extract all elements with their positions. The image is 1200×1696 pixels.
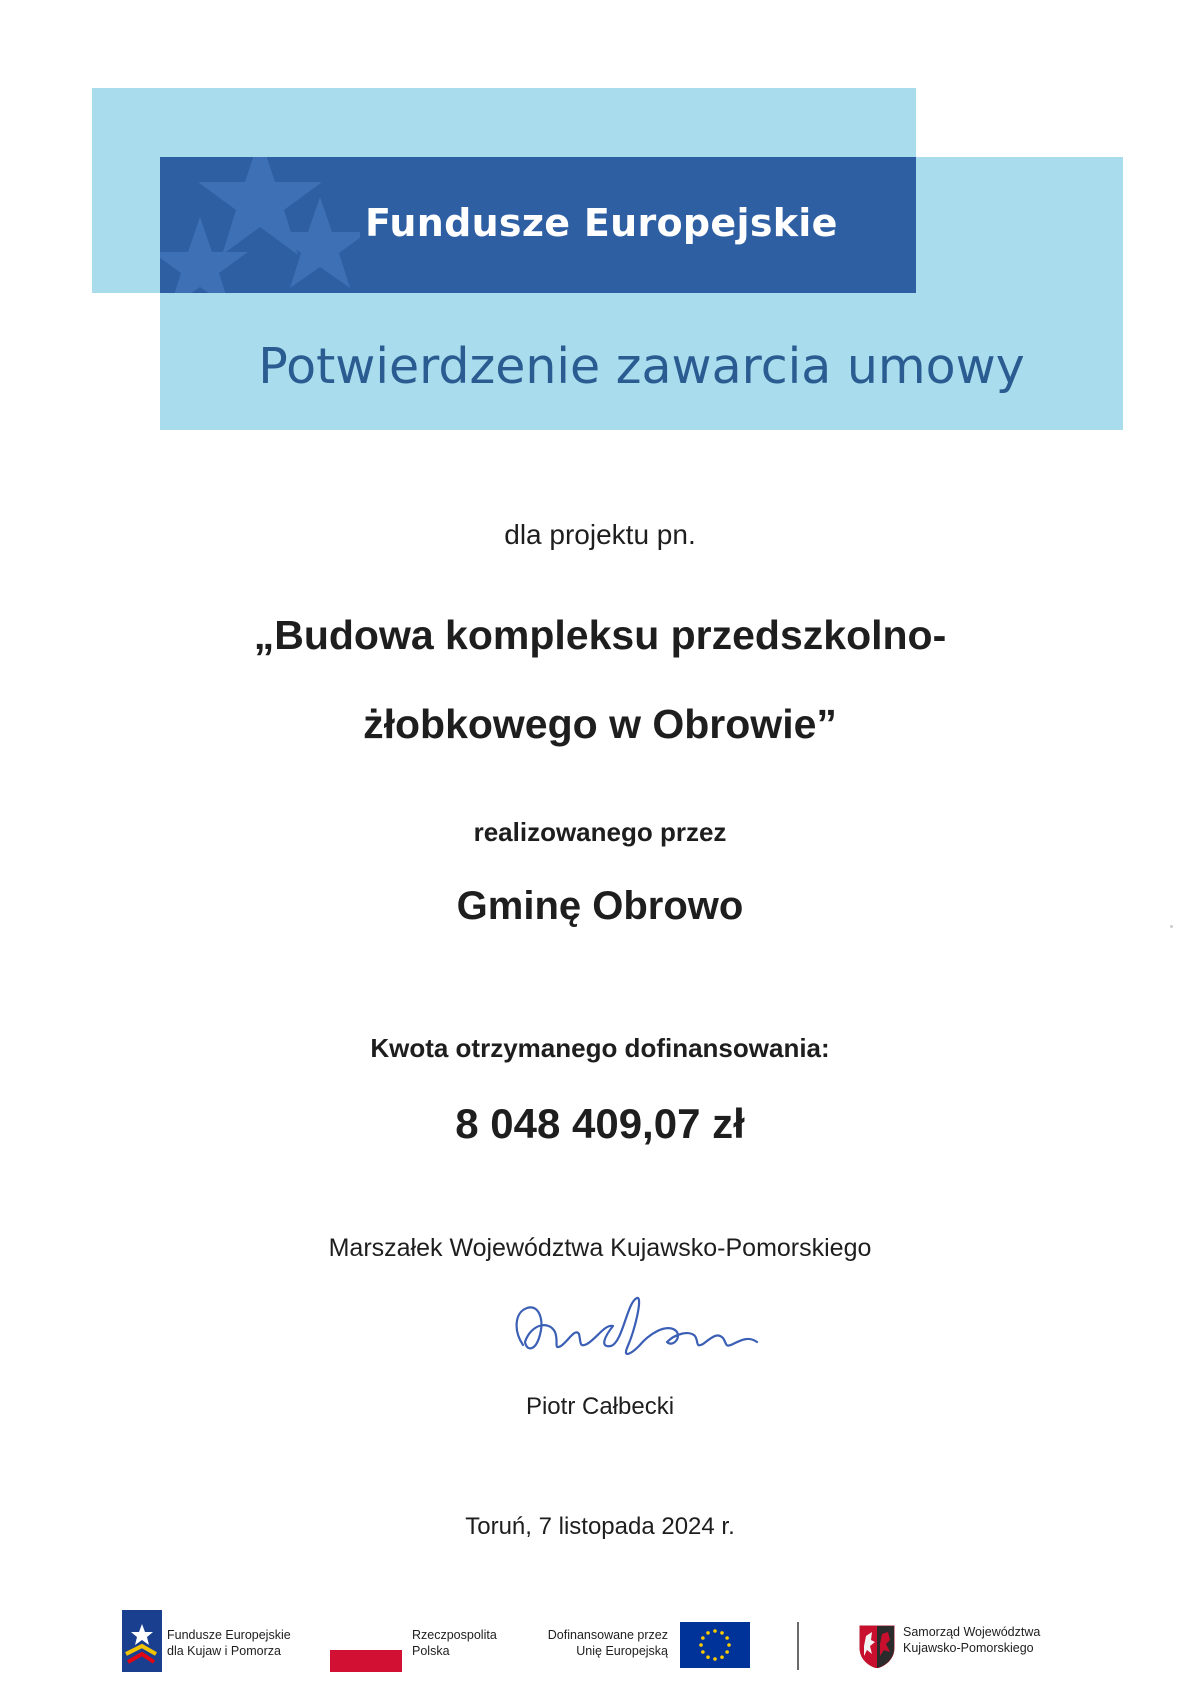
eu-star-icon bbox=[725, 1650, 729, 1654]
eu-star-icon bbox=[713, 1657, 717, 1661]
beneficiary-name: Gminę Obrowo bbox=[456, 884, 744, 928]
realized-by-label: realizowanego przez bbox=[473, 817, 727, 847]
signatory-role: Marszałek Województwa Kujawsko-Pomorskiego bbox=[328, 1234, 872, 1262]
eu-funding-label bbox=[520, 1627, 668, 1659]
kujawsko-pomorskie-crest-icon bbox=[858, 1622, 896, 1668]
handwritten-signature bbox=[505, 1290, 785, 1370]
eu-star-icon bbox=[720, 1631, 724, 1635]
eu-line-1: Dofinansowane przez bbox=[547, 1628, 668, 1642]
signatory-name: Piotr Całbecki bbox=[525, 1393, 675, 1420]
project-intro: dla projektu pn. bbox=[504, 519, 696, 550]
swk-line-1: Samorząd Województwa bbox=[903, 1625, 1041, 1639]
rp-label bbox=[412, 1627, 497, 1659]
eu-star-icon bbox=[720, 1655, 724, 1659]
amount-label: Kwota otrzymanego dofinansowania: bbox=[370, 1033, 830, 1063]
eu-star-icon bbox=[701, 1650, 705, 1654]
project-name-line-1: „Budowa kompleksu przedszkolno- bbox=[253, 612, 947, 658]
eu-star-icon bbox=[713, 1629, 717, 1633]
fe-logo-icon bbox=[122, 1610, 162, 1672]
eu-star-icon bbox=[706, 1631, 710, 1635]
eu-star-icon bbox=[699, 1643, 703, 1647]
scan-speck bbox=[1170, 925, 1173, 928]
footer-divider bbox=[797, 1622, 799, 1670]
eu-line-2: Unię Europejską bbox=[576, 1644, 668, 1658]
swk-line-2: Kujawsko-Pomorskiego bbox=[903, 1641, 1034, 1655]
funding-amount: 8 048 409,07 zł bbox=[455, 1100, 745, 1147]
rp-line-2: Polska bbox=[412, 1644, 450, 1658]
rp-line-1: Rzeczpospolita bbox=[412, 1628, 497, 1642]
eu-stars-decoration-icon bbox=[160, 157, 360, 293]
eu-flag-icon bbox=[680, 1622, 750, 1668]
eu-star-icon bbox=[706, 1655, 710, 1659]
page-title: Potwierdzenie zawarcia umowy bbox=[258, 338, 1025, 395]
fe-logo-line-1: Fundusze Europejskie bbox=[167, 1628, 291, 1642]
place-and-date: Toruń, 7 listopada 2024 r. bbox=[465, 1513, 735, 1540]
fe-logo-line-2: dla Kujaw i Pomorza bbox=[167, 1644, 281, 1658]
eu-star-icon bbox=[725, 1636, 729, 1640]
polish-flag-icon bbox=[330, 1628, 402, 1672]
program-title: Fundusze Europejskie bbox=[365, 201, 838, 245]
project-name-line-2: żłobkowego w Obrowie” bbox=[363, 701, 837, 747]
fe-logo-label bbox=[167, 1627, 291, 1659]
eu-star-icon bbox=[701, 1636, 705, 1640]
swk-label bbox=[903, 1624, 1040, 1656]
eu-star-icon bbox=[727, 1643, 731, 1647]
